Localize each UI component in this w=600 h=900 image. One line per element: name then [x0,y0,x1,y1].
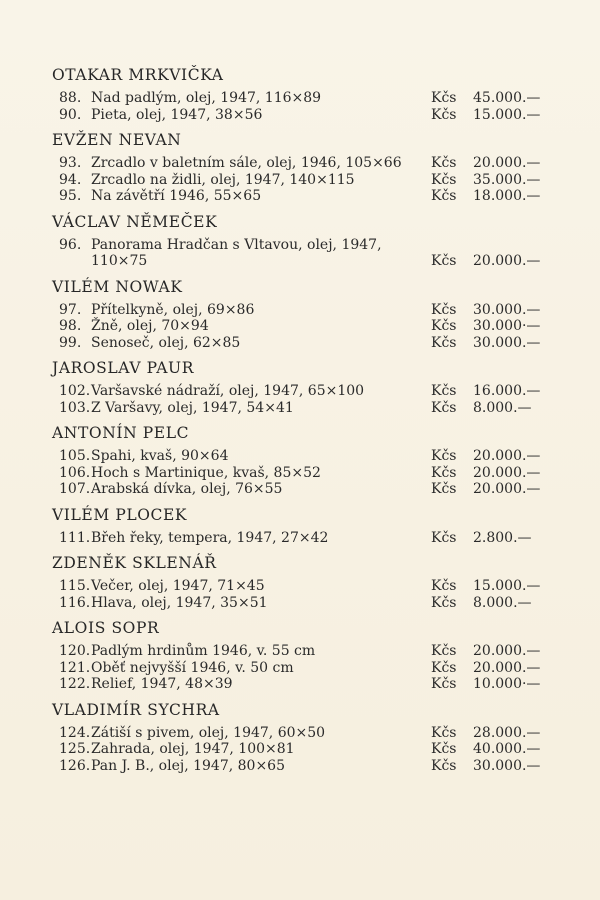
work-price: 45.000.— [473,90,541,106]
work-title: Varšavské nádraží, olej, 1947, 65×100 [91,383,365,399]
works-list [52,448,552,498]
work-entry [59,172,552,189]
work-number: 125. [59,741,91,757]
artist-section [52,701,552,775]
work-price: 30.000.— [473,301,541,318]
work-price: 20.000.— [473,448,541,464]
work-number: 102. [59,383,91,399]
work-currency: Kčs [431,253,457,269]
work-title: Relief, 1947, 48×39 [91,676,233,692]
work-title: Spahi, kvaš, 90×64 [91,448,229,464]
work-entry [59,481,552,498]
work-number: 95. [59,188,82,204]
work-currency: Kčs [431,318,457,334]
work-number: 111. [59,529,91,546]
work-currency: Kčs [431,757,457,774]
work-number: 105. [59,448,91,464]
work-currency: Kčs [431,334,457,351]
work-price: 35.000.— [473,171,541,188]
work-number: 116. [59,594,91,611]
work-currency: Kčs [431,155,457,171]
artist-name: VLADIMÍR SYCHRA [52,700,220,719]
artist-section [52,359,552,416]
work-entry [59,155,552,172]
work-entry [59,595,552,612]
works-list [52,383,552,416]
work-title: Pieta, olej, 1947, 38×56 [91,106,263,123]
work-number: 103. [59,399,91,416]
work-price: 28.000.— [473,724,541,741]
work-title: Břeh řeky, tempera, 1947, 27×42 [91,529,329,546]
work-price: 30.000.— [473,757,541,774]
work-price: 15.000.— [473,578,541,594]
works-list [52,725,552,775]
work-currency: Kčs [431,464,457,481]
work-title: Hlava, olej, 1947, 35×51 [91,594,268,611]
work-number: 107. [59,481,91,497]
artist-section [52,554,552,611]
artist-name: OTAKAR MRKVIČKA [52,66,224,84]
artist-name: VÁCLAV NĚMEČEK [52,212,218,231]
work-price: 20.000.— [473,464,541,481]
work-number: 90. [59,106,82,123]
work-entry [59,578,552,595]
works-list [52,302,552,352]
work-entry [59,335,552,352]
work-entry [59,237,552,270]
work-currency: Kčs [431,643,457,659]
work-title: Arabská dívka, olej, 76×55 [91,481,283,497]
work-price: 10.000·— [473,676,541,692]
work-entry [59,660,552,677]
work-price: 30.000.— [473,334,541,351]
work-number: 93. [59,155,82,171]
work-price: 20.000.— [473,253,541,269]
work-price: 8.000.— [473,399,532,416]
works-list [52,578,552,611]
artist-section [52,131,552,205]
work-title: Večer, olej, 1947, 71×45 [91,578,265,594]
artist-section [52,506,552,547]
work-entry [59,188,552,205]
work-entry [59,318,552,335]
work-title: Zátiší s pivem, olej, 1947, 60×50 [91,724,326,741]
work-number: 94. [59,171,82,188]
work-title: Oběť nejvyšší 1946, v. 50 cm [91,659,294,676]
work-entry [59,90,552,107]
work-number: 126. [59,757,91,774]
artist-name: JAROSLAV PAUR [52,359,194,377]
work-title: Hoch s Martinique, kvaš, 85×52 [91,464,321,481]
work-entry [59,725,552,742]
work-price: 20.000.— [473,659,541,676]
work-price: 20.000.— [473,481,541,497]
work-entry [59,302,552,319]
work-title-line: 110×75 [91,253,148,269]
artist-section [52,66,552,123]
work-title: Na závětří 1946, 55×65 [91,188,262,204]
artist-name: VILÉM NOWAK [52,277,183,296]
work-currency: Kčs [431,578,457,594]
work-number: 88. [59,90,82,106]
work-price: 15.000.— [473,106,541,123]
work-number: 121. [59,659,91,676]
artist-section [52,213,552,270]
work-currency: Kčs [431,448,457,464]
artist-section [52,424,552,498]
work-entry [59,643,552,660]
artist-name: ANTONÍN PELC [52,424,190,442]
work-currency: Kčs [431,301,457,318]
work-entry [59,530,552,547]
work-entry [59,758,552,775]
works-list [52,530,552,547]
work-title: Žně, olej, 70×94 [91,318,209,334]
work-title [91,237,431,270]
work-entry [59,107,552,124]
work-number: 96. [59,236,82,253]
work-title: Padlým hrdinům 1946, v. 55 cm [91,643,316,659]
work-currency: Kčs [431,399,457,416]
work-currency: Kčs [431,90,457,106]
works-list [52,155,552,205]
works-list [52,237,552,270]
work-number: 124. [59,724,91,741]
work-currency: Kčs [431,724,457,741]
artist-section [52,619,552,693]
works-list [52,90,552,123]
work-number: 122. [59,676,91,692]
work-currency: Kčs [431,171,457,188]
work-currency: Kčs [431,741,457,757]
work-price: 2.800.— [473,529,532,546]
work-title: Nad padlým, olej, 1947, 116×89 [91,90,322,106]
work-title: Pan J. B., olej, 1947, 80×65 [91,757,285,774]
catalog-listing [52,66,552,782]
artist-name: EVŽEN NEVAN [52,131,182,149]
work-price: 18.000.— [473,188,541,204]
work-entry [59,448,552,465]
work-number: 106. [59,464,91,481]
work-title: Zahrada, olej, 1947, 100×81 [91,741,295,757]
artist-section [52,278,552,352]
artist-name: ALOIS SOPR [52,619,160,637]
work-currency: Kčs [431,676,457,692]
work-currency: Kčs [431,594,457,611]
work-title: Senoseč, olej, 62×85 [91,334,241,351]
work-number: 97. [59,301,82,318]
work-entry [59,676,552,693]
work-title-line: Panorama Hradčan s Vltavou, olej, 1947, [91,236,382,253]
work-number: 120. [59,643,91,659]
work-price: 30.000·— [473,318,541,334]
work-entry [59,383,552,400]
work-price: 20.000.— [473,155,541,171]
work-title: Zrcadlo na židli, olej, 1947, 140×115 [91,171,355,188]
work-currency: Kčs [431,529,457,546]
work-currency: Kčs [431,481,457,497]
work-currency: Kčs [431,383,457,399]
works-list [52,643,552,693]
work-currency: Kčs [431,188,457,204]
work-price: 8.000.— [473,594,532,611]
work-currency: Kčs [431,106,457,123]
work-title: Z Varšavy, olej, 1947, 54×41 [91,399,294,416]
work-title: Přítelkyně, olej, 69×86 [91,301,255,318]
work-entry [59,465,552,482]
artist-name: VILÉM PLOCEK [52,505,188,524]
work-price: 20.000.— [473,643,541,659]
work-entry [59,400,552,417]
work-entry [59,741,552,758]
artist-name: ZDENĚK SKLENÁŘ [52,554,217,572]
work-number: 99. [59,334,82,351]
work-currency: Kčs [431,659,457,676]
work-title: Zrcadlo v baletním sále, olej, 1946, 105×66 [91,155,402,171]
work-price: 16.000.— [473,383,541,399]
work-number: 98. [59,318,82,334]
work-price: 40.000.— [473,741,541,757]
work-number: 115. [59,578,91,594]
